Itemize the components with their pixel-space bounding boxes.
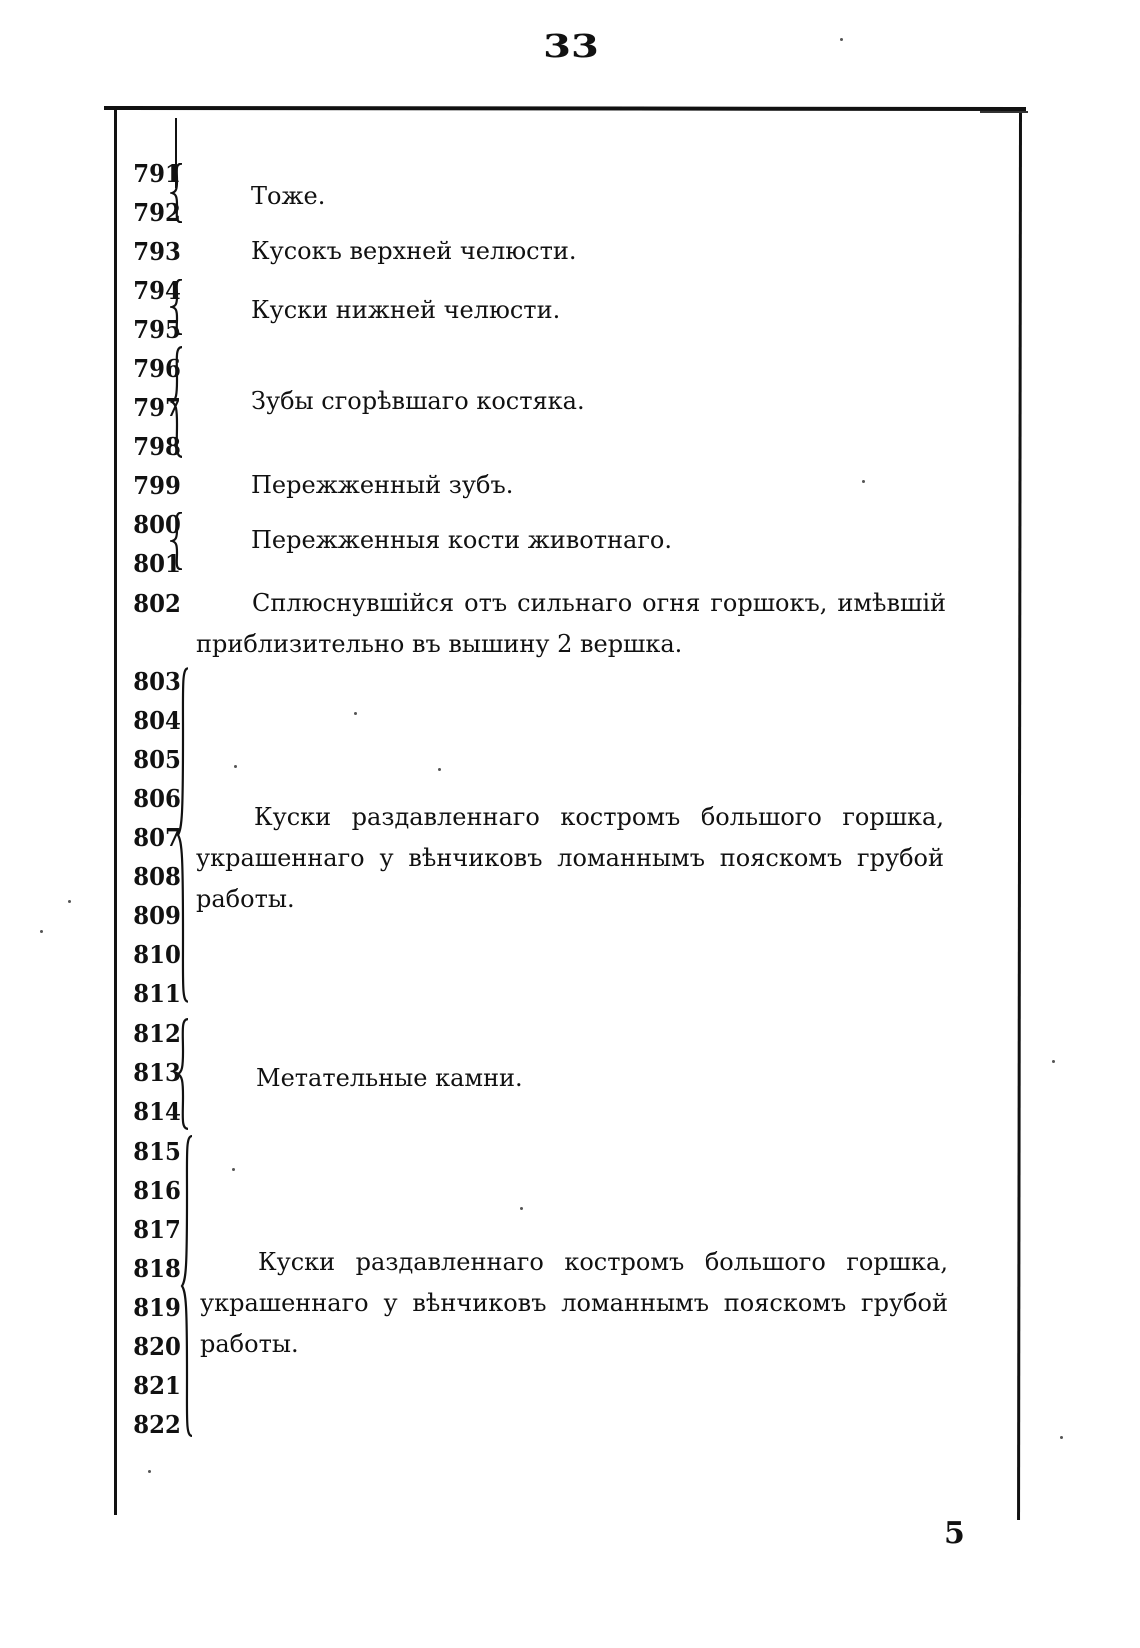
- item-number: 813: [133, 1058, 181, 1087]
- item-number: 819: [133, 1293, 181, 1322]
- item-number: 815: [133, 1137, 181, 1166]
- item-number: 812: [133, 1019, 181, 1048]
- entry-description: Сплюснувшійся отъ сильнаго огня горшокъ, имѣвшій приблизительно въ вышину 2 вершка.: [196, 589, 946, 658]
- item-number: 811: [133, 979, 181, 1008]
- item-number: 798: [133, 432, 181, 461]
- entry-description: Кусокъ верхней челюсти.: [251, 237, 577, 265]
- entry-description: Пережженный зубъ.: [251, 471, 514, 499]
- brace: [180, 1133, 194, 1439]
- scan-speck: [1052, 1060, 1055, 1063]
- item-number: 817: [133, 1215, 181, 1244]
- signature-mark: 5: [944, 1516, 965, 1551]
- entry-description: Куски раздавленнаго костромъ большого горшка, украшеннаго у вѣнчиковъ ломаннымъ пояскомъ грубой работы.: [196, 803, 944, 913]
- item-number: 809: [133, 901, 181, 930]
- scan-speck: [354, 712, 357, 715]
- brace: [176, 665, 190, 1005]
- scan-speck: [1060, 1436, 1063, 1439]
- item-number: 822: [133, 1410, 181, 1439]
- item-number: 801: [133, 549, 181, 578]
- item-number: 807: [133, 823, 181, 852]
- item-number: 821: [133, 1371, 181, 1400]
- item-number: 793: [133, 237, 181, 266]
- item-number: 795: [133, 315, 181, 344]
- item-number: 804: [133, 706, 181, 735]
- scan-speck: [232, 1168, 235, 1171]
- item-number: 799: [133, 471, 181, 500]
- entry-description: Куски нижней челюсти.: [251, 296, 561, 324]
- brace: [170, 163, 184, 223]
- scan-speck: [234, 765, 237, 768]
- item-number: 806: [133, 784, 181, 813]
- item-number: 791: [133, 159, 181, 188]
- frame-right-rule: [1017, 113, 1022, 1520]
- item-number: 816: [133, 1176, 181, 1205]
- scan-speck: [840, 38, 843, 41]
- frame-left-rule: [114, 110, 117, 1515]
- item-number: 810: [133, 940, 181, 969]
- item-number: 803: [133, 667, 181, 696]
- item-number: 796: [133, 354, 181, 383]
- scan-speck: [520, 1207, 523, 1210]
- item-number: 792: [133, 198, 181, 227]
- brace: [170, 346, 184, 458]
- scan-speck: [40, 930, 43, 933]
- item-number: 800: [133, 510, 181, 539]
- item-number: 797: [133, 393, 181, 422]
- entry-description: Тоже.: [251, 182, 326, 210]
- scan-speck: [68, 900, 71, 903]
- item-number: 814: [133, 1097, 181, 1126]
- scan-speck: [438, 768, 441, 771]
- brace: [176, 1018, 190, 1130]
- item-number: 802: [133, 589, 181, 618]
- page-number: 33: [543, 27, 599, 65]
- brace: [170, 512, 184, 570]
- entry-description: Пережженныя кости животнаго.: [251, 526, 672, 554]
- frame-top-rule: [104, 106, 1026, 111]
- entry-description: Метательные камни.: [256, 1064, 523, 1092]
- scan-speck: [862, 480, 865, 483]
- item-number: 808: [133, 862, 181, 891]
- scan-speck: [148, 1470, 151, 1473]
- item-number: 820: [133, 1332, 181, 1361]
- brace: [170, 279, 184, 335]
- item-number: 818: [133, 1254, 181, 1283]
- entry-description: Зубы сгорѣвшаго костяка.: [251, 387, 585, 415]
- item-number: 794: [133, 276, 181, 305]
- item-number: 805: [133, 745, 181, 774]
- entry-description: Куски раздавленнаго костромъ большого горшка, украшеннаго у вѣнчиковъ ломаннымъ пояскомъ грубой работы.: [200, 1248, 948, 1358]
